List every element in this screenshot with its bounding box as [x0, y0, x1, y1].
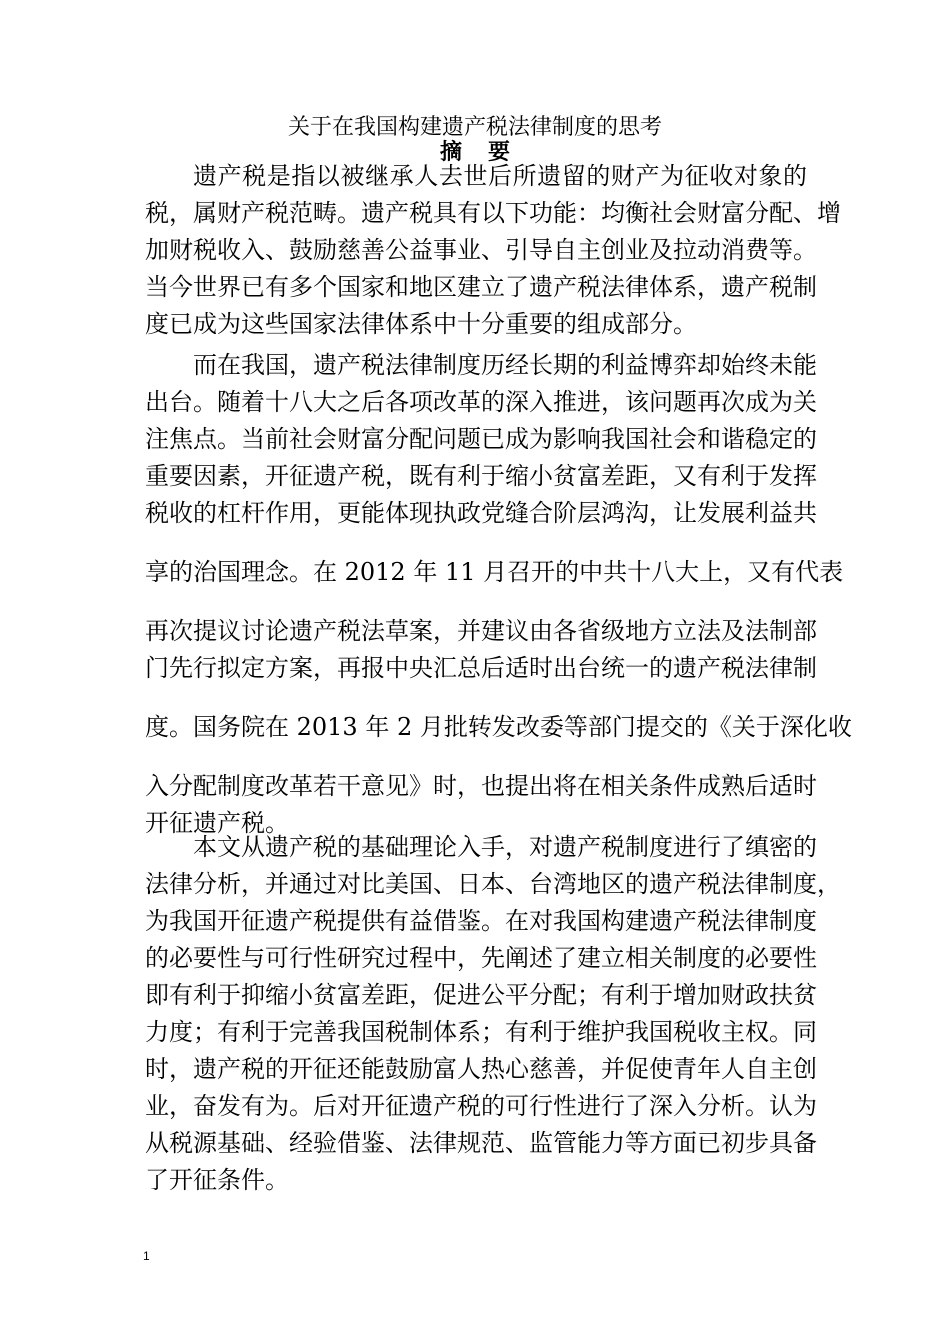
text-line: 度。国务院在 2013 年 2 月批转发改委等部门提交的《关于深化收	[145, 713, 852, 741]
text-line: 时，遗产税的开征还能鼓励富人热心慈善，并促使青年人自主创	[145, 1055, 817, 1083]
text-line: 门先行拟定方案，再报中央汇总后适时出台统一的遗产税法律制	[145, 654, 817, 682]
page-number: 1	[143, 1249, 150, 1263]
text-line: 法律分析，并通过对比美国、日本、台湾地区的遗产税法律制度，	[145, 870, 841, 898]
text-line: 业，奋发有为。后对开征遗产税的可行性进行了深入分析。认为	[145, 1092, 817, 1120]
text-line: 再次提议讨论遗产税法草案，并建议由各省级地方立法及法制部	[145, 617, 817, 645]
document-title: 关于在我国构建遗产税法律制度的思考	[287, 115, 662, 140]
text-line: 开征遗产税。	[145, 809, 289, 837]
text-line: 力度；有利于完善我国税制体系；有利于维护我国税收主权。同	[145, 1018, 817, 1046]
text-line: 而在我国，遗产税法律制度历经长期的利益博弈却始终未能	[193, 351, 817, 379]
text-line: 度已成为这些国家法律体系中十分重要的组成部分。	[145, 310, 697, 338]
text-line: 从税源基础、经验借鉴、法律规范、监管能力等方面已初步具备	[145, 1129, 817, 1157]
text-line: 遗产税是指以被继承人去世后所遗留的财产为征收对象的	[193, 162, 807, 190]
text-line: 加财税收入、鼓励慈善公益事业、引导自主创业及拉动消费等。	[145, 236, 817, 264]
text-line: 当今世界已有多个国家和地区建立了遗产税法律体系，遗产税制	[145, 273, 817, 301]
text-line: 重要因素，开征遗产税，既有利于缩小贫富差距，又有利于发挥	[145, 462, 817, 490]
text-line: 即有利于抑缩小贫富差距，促进公平分配；有利于增加财政扶贫	[145, 981, 817, 1009]
text-line: 的必要性与可行性研究过程中，先阐述了建立相关制度的必要性	[145, 944, 817, 972]
text-line: 享的治国理念。在 2012 年 11 月召开的中共十八大上，又有代表	[145, 558, 844, 586]
abstract-paragraph-2	[145, 347, 852, 842]
text-line: 出台。随着十八大之后各项改革的深入推进，该问题再次成为关	[145, 388, 817, 416]
abstract-heading: 摘要	[439, 140, 536, 165]
abstract-paragraph-3	[145, 829, 841, 1199]
text-line: 税收的杠杆作用，更能体现执政党缝合阶层鸿沟，让发展利益共	[145, 499, 817, 527]
text-line: 本文从遗产税的基础理论入手，对遗产税制度进行了缜密的	[193, 833, 817, 861]
abstract-paragraph-1	[145, 158, 841, 343]
text-line: 为我国开征遗产税提供有益借鉴。在对我国构建遗产税法律制度	[145, 907, 817, 935]
text-line: 注焦点。当前社会财富分配问题已成为影响我国社会和谐稳定的	[145, 425, 817, 453]
text-line: 入分配制度改革若干意见》时，也提出将在相关条件成熟后适时	[145, 772, 817, 800]
text-line: 税，属财产税范畴。遗产税具有以下功能：均衡社会财富分配、增	[145, 199, 841, 227]
text-line: 了开征条件。	[145, 1166, 289, 1194]
